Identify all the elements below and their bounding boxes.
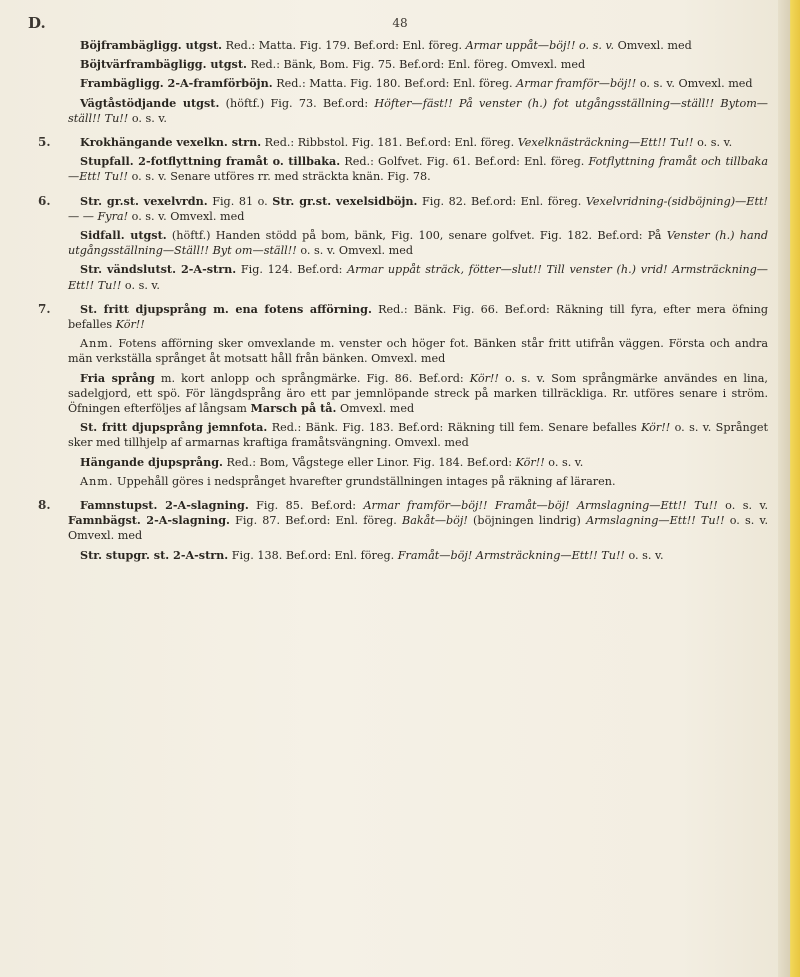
exercise-group [38, 498, 768, 567]
page-edge [778, 0, 800, 977]
remark: Anm. Fotens afförning sker omvexlande m. venster och höger fot. Bänken står fritt utifrån väggen. Första och andra män verkställa språnget åt motsatt håll från bänken. Omvexl. med [68, 337, 768, 366]
exercise-entry: Vägtåstödjande utgst. (höftf.) Fig. 73. Bef.ord: Höfter—fäst!! På venster (h.) fot utgångsställning—ställ!! Bytom—ställ!! Tu!! o. s. v. [68, 95, 768, 125]
exercise-entry: Hängande djupsprång. Red.: Bom, Vågstege eller Linor. Fig. 184. Bef.ord: Kör!! o. s. v. [80, 454, 584, 469]
page-content [38, 38, 768, 572]
exercise-group [38, 193, 768, 297]
remark: Anm. Uppehåll göres i nedsprånget hvarefter grundställningen intages på räkning af läraren. [80, 474, 616, 488]
exercise-entry: Str. stupgr. st. 2-A-strn. Fig. 138. Bef.ord: Enl. föreg. Framåt—böj! Armsträckning—Ett!! Tu!! o. s. v. [80, 547, 664, 562]
exercise-entry: St. fritt djupsprång jemnfota. Red.: Bänk. Fig. 183. Bef.ord: Räkning till fem. Senare befalles Kör!! o. s. v. Språnget sker med tillhjelp af armarnas kraftiga framåtsvängning. Omvexl. med [68, 420, 768, 450]
exercise-entry: Stupfall. 2-fotflyttning framåt o. tillbaka. Red.: Golfvet. Fig. 61. Bef.ord: Enl. föreg. Fotflyttning framåt och tillbaka—Ett! Tu!! o. s. v. Senare utföres rr. med sträckta knän. Fig. 78. [68, 154, 768, 184]
exercise-entry: Str. gr.st. vexelvrdn. Fig. 81 o. Str. gr.st. vexelsidböjn. Fig. 82. Bef.ord: Enl. föreg. Vexelvridning-(sidböjning)—Ett! — — Fyra! o. s. v. Omvexl. med [68, 193, 768, 223]
exercise-entry: Famnstupst. 2-A-slagning. Fig. 85. Bef.ord: Armar framför—böj!! Framåt—böj! Armslagning—Ett!! Tu!! o. s. v. Famnbägst. 2-A-slagning. Fig. 87. Bef.ord: Enl. föreg. Bakåt—böj! (böjningen lindrig) Armslagning—Ett!! Tu!! o. s. v. Omvexl. med [68, 498, 768, 543]
exercise-entry: Frambägligg. 2-A-framförböjn. Red.: Matta. Fig. 180. Bef.ord: Enl. föreg. Armar framför—böj!! o. s. v. Omvexl. med [80, 76, 753, 91]
exercise-group [38, 301, 768, 493]
group-number: 7. [38, 301, 51, 316]
exercise-entry: St. fritt djupsprång m. ena fotens afförning. Red.: Bänk. Fig. 66. Bef.ord: Räkning till fyra, efter mera öfning befalles Kör!! [68, 301, 768, 332]
exercise-group [68, 38, 768, 130]
corner-mark: D. [28, 14, 46, 32]
exercise-entry: Böjtvärframbägligg. utgst. Red.: Bänk, Bom. Fig. 75. Bef.ord: Enl. föreg. Omvexl. med [80, 57, 586, 72]
group-number: 5. [38, 135, 51, 150]
group-number: 8. [38, 498, 51, 513]
group-number [38, 38, 60, 130]
exercise-entry: Böjframbägligg. utgst. Red.: Matta. Fig. 179. Bef.ord: Enl. föreg. Armar uppåt—böj!! o. s. v. Omvexl. med [80, 38, 692, 52]
exercise-group [38, 135, 768, 189]
group-number: 6. [38, 193, 51, 208]
exercise-entry: Fria språng m. kort anlopp och språngmärke. Fig. 86. Bef.ord: Kör!! o. s. v. Som språngmärke användes en lina, sadelgjord, ett spö. För längdsprång äro ett par jemnlöpande streck på marken tillräckliga. Rr. utföres senare i ström. Öfningen efterföljes af långsam Marsch på tå. Omvexl. med [68, 370, 768, 416]
exercise-entry: Str. vändslutst. 2-A-strn. Fig. 124. Bef.ord: Armar uppåt sträck, fötter—slut!! Till venster (h.) vrid! Armsträckning—Ett!! Tu!! o. s. v. [68, 262, 768, 292]
exercise-entry: Sidfall. utgst. (höftf.) Handen stödd på bom, bänk, Fig. 100, senare golfvet. Fig. 182. Bef.ord: På Venster (h.) hand utgångsställning—Ställ!! Byt om—ställ!! o. s. v. Omvexl. med [68, 228, 768, 258]
exercise-entry: Krokhängande vexelkn. strn. Red.: Ribbstol. Fig. 181. Bef.ord: Enl. föreg. Vexelknästräckning—Ett!! Tu!! o. s. v. [80, 135, 733, 150]
page-number: 48 [392, 16, 408, 30]
